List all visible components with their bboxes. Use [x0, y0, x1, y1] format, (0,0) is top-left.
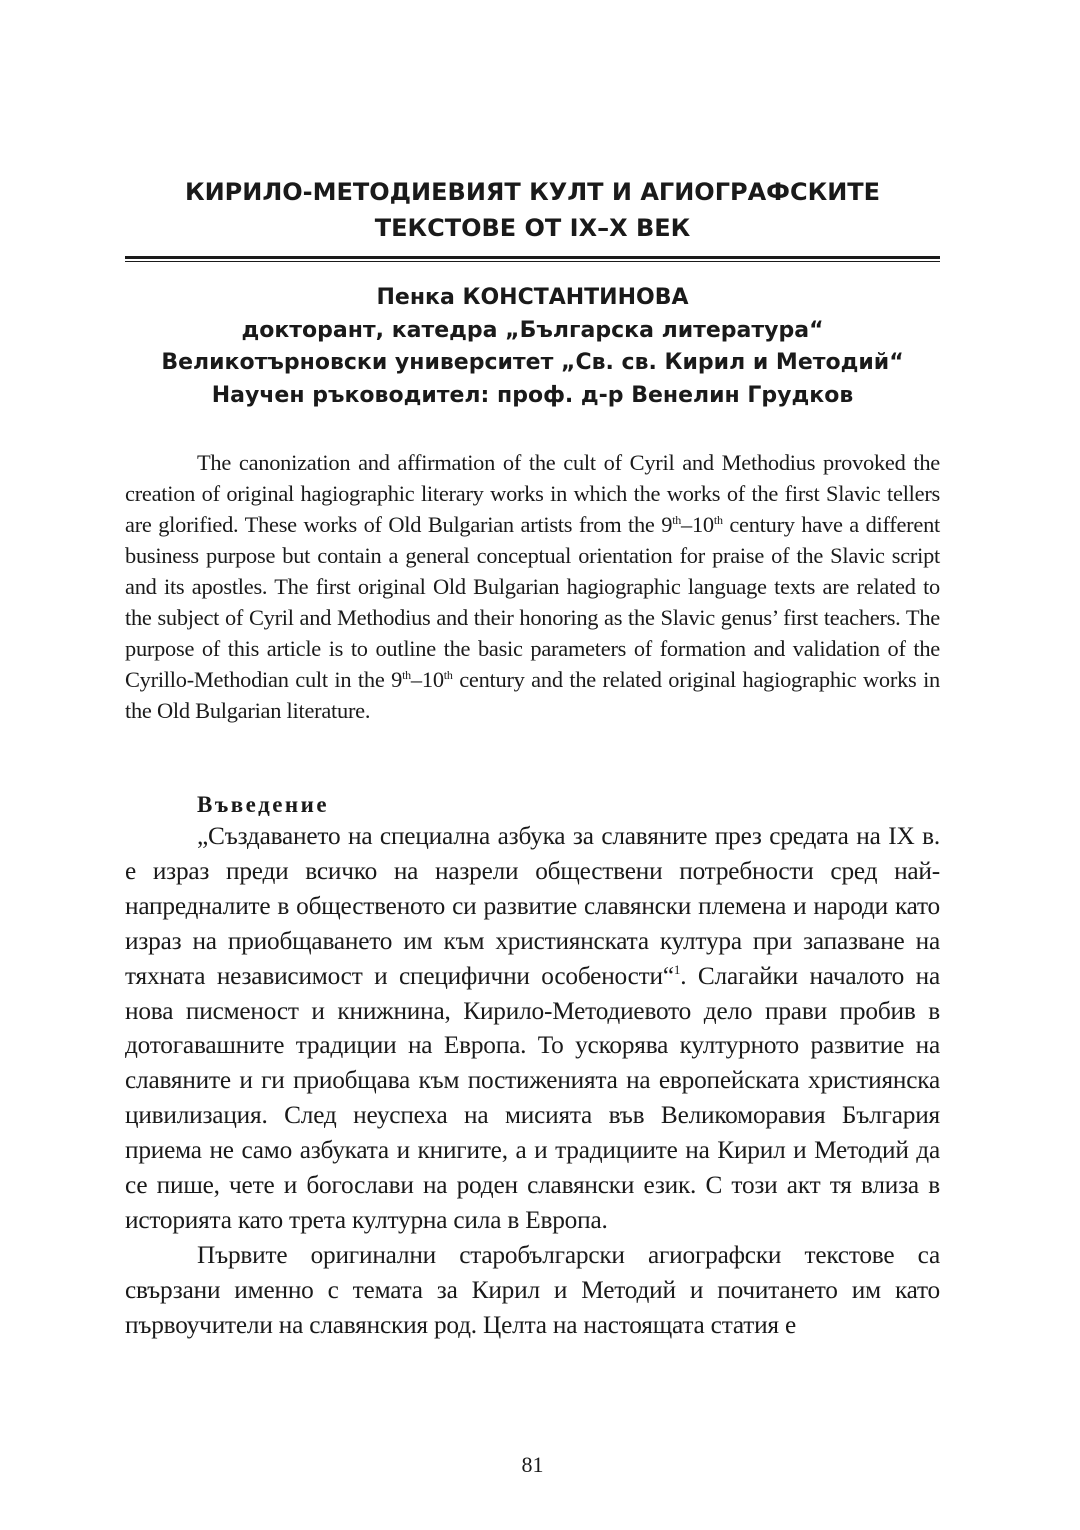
author-block	[125, 282, 940, 412]
abstract-sup-2: th	[713, 513, 723, 527]
abstract-paragraph	[125, 447, 940, 726]
abstract-sup-4: th	[443, 668, 453, 682]
author-position: докторант, катедра „Българска литература“	[241, 317, 824, 343]
author-supervisor: Научен ръководител: проф. д-р Венелин Грудков	[211, 382, 854, 408]
article-title	[125, 174, 940, 246]
abstract	[125, 447, 940, 726]
abstract-text-1: The canonization and affirmation of the cult of Cyril and Methodius provoked the creation of original hagiographic literary works in which the works of the first Slavic tellers are glorified. These works of Old Bulgarian artists from the 9	[125, 450, 940, 537]
title-double-rule	[125, 256, 940, 262]
abstract-dash-1: –10	[681, 512, 714, 537]
author-name: Пенка КОНСТАНТИНОВА	[376, 285, 689, 310]
body-paragraph-1-text-a: „Създаването на специална азбука за славяните през средата на IX в. е израз преди всичко на назрели обществени потребности сред най-напредналите в общественото си развитие славянски племена и народи като израз на приобщаването им към християнската култура при запазване на тяхната независимост и специфични особености“	[125, 822, 940, 990]
body-paragraph-2: Първите оригинални старобългарски агиографски текстове са свързани именно с темата за Кирил и Методий и почитането им като първоучители на славянския род. Целта на настоящата статия е	[125, 1240, 940, 1339]
page-number: 81	[521, 1452, 544, 1477]
abstract-text-3: century and the related original hagiographic works in the Old Bulgarian literature.	[125, 667, 941, 723]
abstract-sup-3: th	[402, 668, 411, 682]
article-title-line-1: КИРИЛО-МЕТОДИЕВИЯТ КУЛТ И АГИОГРАФСКИТЕ	[184, 178, 881, 206]
footnote-reference[interactable]: 1	[673, 961, 681, 977]
body-paragraph-1	[125, 819, 940, 1238]
abstract-text-2: century have a different business purpose but contain a general conceptual orientation for praise of the Slavic script and its apostles. The first original Old Bulgarian hagiographic language texts are related to the subject of Cyril and Methodius and their honoring as the Slavic genus’ first teachers. The purpose of this article is to outline the basic parameters of formation and validation of the Cyrillo-Methodian cult in the 9	[125, 512, 940, 692]
section-body	[125, 819, 940, 1343]
author-university: Великотърновски университет „Св. св. Кирил и Методий“	[161, 350, 904, 375]
abstract-dash-2: –10	[410, 667, 444, 692]
article-title-line-2: ТЕКСТОВЕ ОТ IX–X ВЕК	[374, 214, 691, 242]
abstract-sup-1: th	[672, 513, 682, 527]
body-paragraph-1-text-b: . Слагайки началото на нова писменост и книжнина, Кирило-Методиевото дело прави пробив в дотогавашните традиции на Европа. То ускорява културното развитие на славяните и ги приобщава към постиженията на европейската християнска цивилизация. След неуспеха на мисията във Великоморавия България приема не само азбуката и книгите, а и традициите на Кирил и Методий да се пише, чете и богослави на роден славянски език. С този акт тя влиза в историята като трета културна сила в Европа.	[125, 961, 940, 1234]
section-heading: Въведение	[197, 792, 330, 817]
